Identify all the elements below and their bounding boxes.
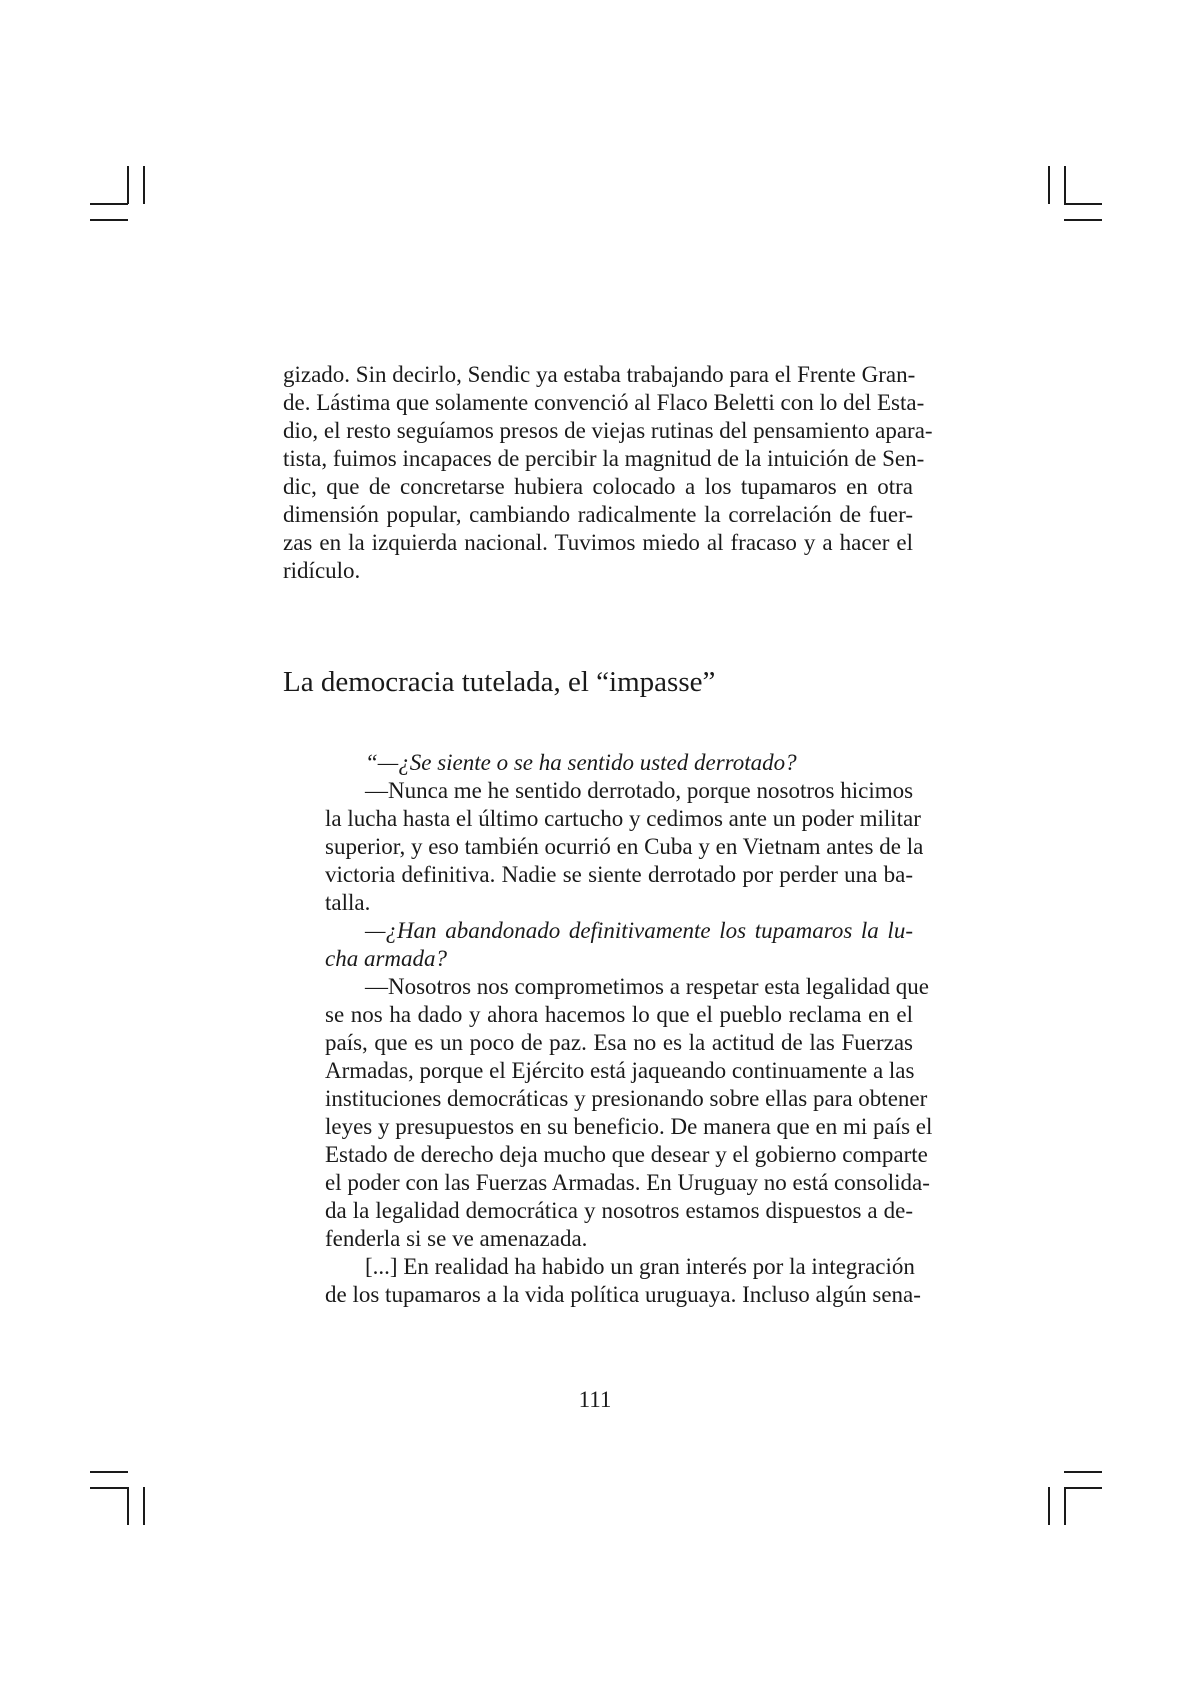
text-line: gizado. Sin decirlo, Sendic ya estaba trabajando para el Frente Gran- — [283, 362, 916, 387]
answer-line: [...] En realidad ha habido un gran interés por la integración — [365, 1254, 915, 1279]
crop-mark-bottom-left-vertical — [143, 1487, 145, 1525]
page-number: 111 — [578, 1387, 612, 1412]
crop-mark-bottom-left-horizontal — [90, 1487, 128, 1489]
answer-line: Estado de derecho deja mucho que desear y el gobierno comparte — [325, 1142, 928, 1167]
crop-mark-bottom-right-horizontal — [1064, 1487, 1102, 1489]
crop-mark-bottom-left-horizontal — [90, 1471, 128, 1473]
crop-mark-top-right-vertical — [1064, 166, 1066, 204]
crop-mark-bottom-right-vertical — [1064, 1487, 1066, 1525]
text-line: dio, el resto seguíamos presos de viejas rutinas del pensamiento apara- — [283, 418, 933, 443]
answer-line: fenderla si se ve amenazada. — [325, 1226, 588, 1251]
answer-line: de los tupamaros a la vida política uruguaya. Incluso algún sena- — [325, 1282, 921, 1307]
text-line: dic, que de concretarse hubiera colocado a los tupamaros en otra — [283, 474, 913, 499]
crop-mark-top-left-vertical — [143, 166, 145, 204]
crop-mark-top-left-vertical — [127, 166, 129, 204]
text-line: tista, fuimos incapaces de percibir la magnitud de la intuición de Sen- — [283, 446, 925, 471]
crop-mark-top-right-horizontal — [1064, 219, 1102, 221]
answer-line: victoria definitiva. Nadie se siente derrotado por perder una ba- — [325, 862, 913, 887]
crop-mark-top-left-horizontal — [90, 219, 128, 221]
question-line: —¿Han abandonado definitivamente los tupamaros la lu- — [365, 918, 913, 943]
answer-line: el poder con las Fuerzas Armadas. En Uruguay no está consolida- — [325, 1170, 930, 1195]
text-line: dimensión popular, cambiando radicalmente la correlación de fuer- — [283, 502, 913, 527]
text-line: zas en la izquierda nacional. Tuvimos miedo al fracaso y a hacer el — [283, 530, 913, 555]
body-paragraph — [283, 361, 933, 585]
answer-line: —Nosotros nos comprometimos a respetar esta legalidad que — [365, 974, 929, 999]
crop-mark-top-right-horizontal — [1064, 203, 1102, 205]
crop-mark-top-right-vertical — [1048, 166, 1050, 204]
answer-line: Armadas, porque el Ejército está jaqueando continuamente a las — [325, 1058, 915, 1083]
answer-line: leyes y presupuestos en su beneficio. De manera que en mi país el — [325, 1114, 933, 1139]
answer-line: da la legalidad democrática y nosotros estamos dispuestos a de- — [325, 1198, 913, 1223]
crop-mark-bottom-right-horizontal — [1064, 1471, 1102, 1473]
answer-line: talla. — [325, 890, 371, 915]
interview-quote — [325, 749, 933, 1309]
question-line: “—¿Se siente o se ha sentido usted derrotado? — [365, 750, 797, 775]
answer-line: se nos ha dado y ahora hacemos lo que el pueblo reclama en el — [325, 1002, 913, 1027]
section-heading: La democracia tutelada, el “impasse” — [283, 666, 716, 698]
crop-mark-bottom-left-vertical — [127, 1487, 129, 1525]
question-line: cha armada? — [325, 946, 448, 971]
answer-line: país, que es un poco de paz. Esa no es la actitud de las Fuerzas — [325, 1030, 913, 1055]
answer-line: la lucha hasta el último cartucho y cedimos ante un poder militar — [325, 806, 921, 831]
answer-line: instituciones democráticas y presionando sobre ellas para obtener — [325, 1086, 928, 1111]
answer-line: superior, y eso también ocurrió en Cuba y en Vietnam antes de la — [325, 834, 924, 859]
answer-line: —Nunca me he sentido derrotado, porque nosotros hicimos — [365, 778, 914, 803]
text-line: ridículo. — [283, 558, 361, 583]
crop-mark-top-left-horizontal — [90, 203, 128, 205]
crop-mark-bottom-right-vertical — [1048, 1487, 1050, 1525]
text-line: de. Lástima que solamente convenció al Flaco Beletti con lo del Esta- — [283, 390, 925, 415]
